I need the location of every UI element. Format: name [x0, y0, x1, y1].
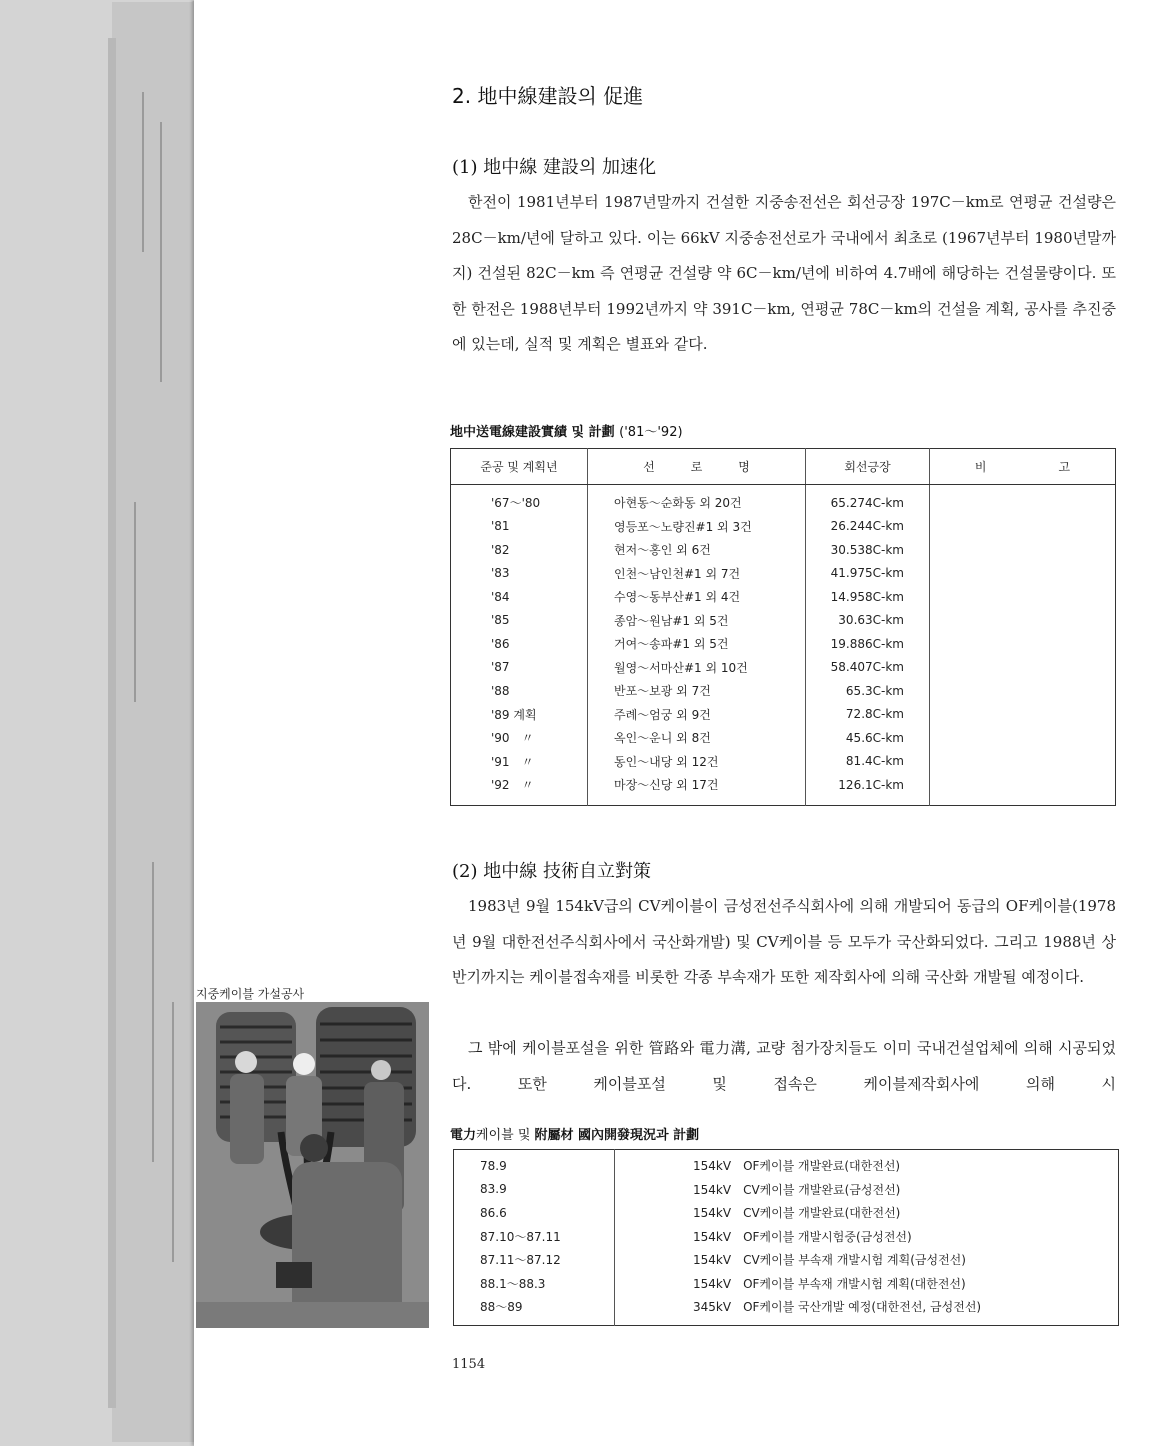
- chapter-heading: 2. 地中線建設의 促進: [452, 84, 644, 108]
- table1-caption-main: 地中送電線建設實績 및 計劃: [450, 425, 615, 440]
- table-row: [451, 726, 1116, 750]
- section2-paragraph-1: 1983년 9월 154kV급의 CV케이블이 금성전선주식회사에 의해 개발되어 동급의 OF케이블(1978년 9월 대한전선주식회사에서 국산화개발) 및 CV케이블 등 모두가 국산화되었다. 그리고 1988년 상반기까지는 케이블접속재를 비롯한 각종 부속재가 또한 제작회사에 의해 국산화 개발될 예정이다.: [452, 897, 1116, 986]
- date-cell: 86.6: [454, 1201, 615, 1225]
- date-cell: 87.11～87.12: [454, 1248, 615, 1272]
- col-route-header: 선 로 명: [588, 449, 806, 485]
- book-outer-edge: [108, 38, 116, 1408]
- table-row: [454, 1225, 1119, 1249]
- route-cell: 옥인～운니 외 8건: [588, 726, 806, 750]
- table-row: [451, 773, 1116, 805]
- table1-caption: [450, 421, 683, 440]
- route-cell: 거여～송파#1 외 5건: [588, 632, 806, 656]
- remarks-cell: [930, 485, 1116, 515]
- route-cell: 아현동～순화동 외 20건: [588, 485, 806, 515]
- length-cell: 30.63C-km: [806, 609, 930, 633]
- table-row: [451, 609, 1116, 633]
- table-header-row: [451, 449, 1116, 485]
- date-cell: 83.9: [454, 1178, 615, 1202]
- table-row: [454, 1272, 1119, 1296]
- length-cell: 26.244C-km: [806, 515, 930, 539]
- length-cell: 41.975C-km: [806, 562, 930, 586]
- spine-shadow-line: [172, 1002, 174, 1262]
- table-row: [454, 1150, 1119, 1178]
- remarks-cell: [930, 726, 1116, 750]
- route-cell: 월영～서마산#1 외 10건: [588, 656, 806, 680]
- table-row: [454, 1201, 1119, 1225]
- table-row: [454, 1178, 1119, 1202]
- section2-paragraph-2: 그 밖에 케이블포설을 위한 管路와 電力溝, 교량 첨가장치들도 이미 국내건설업체에 의해 시공되었다. 또한 케이블포설 및 접속은 케이블제작회사에 의해 시: [452, 1039, 1116, 1093]
- route-cell: 동인～내당 외 12건: [588, 750, 806, 774]
- cable-installation-photo: [196, 1002, 429, 1328]
- col-year-header: 준공 및 계획년: [451, 449, 588, 485]
- remarks-cell: [930, 562, 1116, 586]
- length-cell: 65.274C-km: [806, 485, 930, 515]
- length-cell: 72.8C-km: [806, 703, 930, 727]
- table2-caption: [450, 1124, 699, 1143]
- table2-caption-a: 電力: [450, 1128, 477, 1143]
- year-cell: '81: [451, 515, 588, 539]
- desc-cell: 154kV CV케이블 개발완료(금성전선): [693, 1182, 901, 1197]
- remarks-cell: [930, 679, 1116, 703]
- table-row: [454, 1248, 1119, 1272]
- year-cell: '67～'80: [451, 485, 588, 515]
- desc-cell: 154kV CV케이블 개발완료(대한전선): [693, 1206, 901, 1221]
- desc-cell: 154kV OF케이블 개발시험중(금성전선): [693, 1229, 912, 1244]
- table2-caption-c: 附屬材 國內開發現況과 計劃: [534, 1128, 700, 1143]
- remarks-cell: [930, 609, 1116, 633]
- page-number: 1154: [452, 1357, 486, 1372]
- year-cell: '85: [451, 609, 588, 633]
- desc-cell: 154kV OF케이블 부속재 개발시험 계획(대한전선): [693, 1276, 966, 1291]
- route-cell: 영등포～노량진#1 외 3건: [588, 515, 806, 539]
- length-cell: 14.958C-km: [806, 585, 930, 609]
- desc-cell: 154kV OF케이블 개발완료(대한전선): [693, 1159, 901, 1174]
- section1-title: (1) 地中線 建設의 加速化: [452, 157, 657, 178]
- year-cell: '89 계획: [451, 703, 588, 727]
- remarks-cell: [930, 585, 1116, 609]
- table-row: [451, 585, 1116, 609]
- length-cell: 126.1C-km: [806, 773, 930, 805]
- photo-caption: 지중케이블 가설공사: [196, 987, 305, 1001]
- year-cell: '90 〃: [451, 726, 588, 750]
- col-length-header: 회선긍장: [806, 449, 930, 485]
- remarks-cell: [930, 703, 1116, 727]
- document-page: [194, 0, 1173, 1446]
- spine-shadow-line: [142, 92, 144, 252]
- length-cell: 58.407C-km: [806, 656, 930, 680]
- route-cell: 주례～엄궁 외 9건: [588, 703, 806, 727]
- table-row: [451, 679, 1116, 703]
- table-row: [451, 656, 1116, 680]
- year-cell: '83: [451, 562, 588, 586]
- year-cell: '82: [451, 538, 588, 562]
- route-cell: 마장～신당 외 17건: [588, 773, 806, 805]
- table-row: [451, 703, 1116, 727]
- remarks-cell: [930, 750, 1116, 774]
- year-cell: '84: [451, 585, 588, 609]
- spine-shadow-line: [160, 122, 162, 382]
- remarks-cell: [930, 773, 1116, 805]
- spine-shadow-line: [134, 502, 136, 702]
- spine-shadow-line: [152, 862, 154, 1162]
- date-cell: 88.1～88.3: [454, 1272, 615, 1296]
- route-cell: 종암～원남#1 외 5건: [588, 609, 806, 633]
- photo-illustration: [196, 1002, 429, 1328]
- development-table: [453, 1149, 1119, 1326]
- route-cell: 인천～남인천#1 외 7건: [588, 562, 806, 586]
- table-row: [451, 485, 1116, 515]
- length-cell: 45.6C-km: [806, 726, 930, 750]
- remarks-cell: [930, 632, 1116, 656]
- date-cell: 78.9: [454, 1150, 615, 1178]
- book-page-stack: [112, 2, 196, 1442]
- date-cell: 87.10～87.11: [454, 1225, 615, 1249]
- year-cell: '91 〃: [451, 750, 588, 774]
- table-row: [451, 750, 1116, 774]
- year-cell: '87: [451, 656, 588, 680]
- table-row: [451, 538, 1116, 562]
- section2-title: (2) 地中線 技術自立對策: [452, 861, 651, 882]
- table2-caption-b: 케이블 및: [476, 1128, 535, 1143]
- table-row: [451, 562, 1116, 586]
- remarks-cell: [930, 538, 1116, 562]
- year-cell: '88: [451, 679, 588, 703]
- section1-paragraph: 한전이 1981년부터 1987년말까지 건설한 지중송전선은 회선긍장 197C－km로 연평균 건설량은 28C－km/년에 달하고 있다. 이는 66kV 지중송전선로가 국내에서 최초로 (1967년부터 1980년말까지) 건설된 82C－km 즉 연평균 건설량 약 6C－km/년에 비하여 4.7배에 해당하는 건설물량이다. 또한 한전은 1988년부터 1992년까지 약 391C－km, 연평균 78C－km의 건설을 계획, 공사를 추진중에 있는데, 실적 및 계획은 별표와 같다.: [452, 193, 1116, 353]
- length-cell: 19.886C-km: [806, 632, 930, 656]
- table-row: [451, 515, 1116, 539]
- table-row: [451, 632, 1116, 656]
- length-cell: 65.3C-km: [806, 679, 930, 703]
- table1-caption-period: ('81～'92): [619, 425, 683, 440]
- remarks-cell: [930, 656, 1116, 680]
- desc-cell: 345kV OF케이블 국산개발 예정(대한전선, 금성전선): [693, 1300, 982, 1315]
- length-cell: 81.4C-km: [806, 750, 930, 774]
- construction-table: [450, 448, 1116, 806]
- route-cell: 수영～동부산#1 외 4건: [588, 585, 806, 609]
- route-cell: 반포～보광 외 7건: [588, 679, 806, 703]
- year-cell: '92 〃: [451, 773, 588, 805]
- table-row: [454, 1295, 1119, 1325]
- year-cell: '86: [451, 632, 588, 656]
- remarks-cell: [930, 515, 1116, 539]
- date-cell: 88～89: [454, 1295, 615, 1325]
- col-remarks-header: 비 고: [930, 449, 1116, 485]
- desc-cell: 154kV CV케이블 부속재 개발시험 계획(금성전선): [693, 1253, 966, 1268]
- length-cell: 30.538C-km: [806, 538, 930, 562]
- route-cell: 현저～홍인 외 6건: [588, 538, 806, 562]
